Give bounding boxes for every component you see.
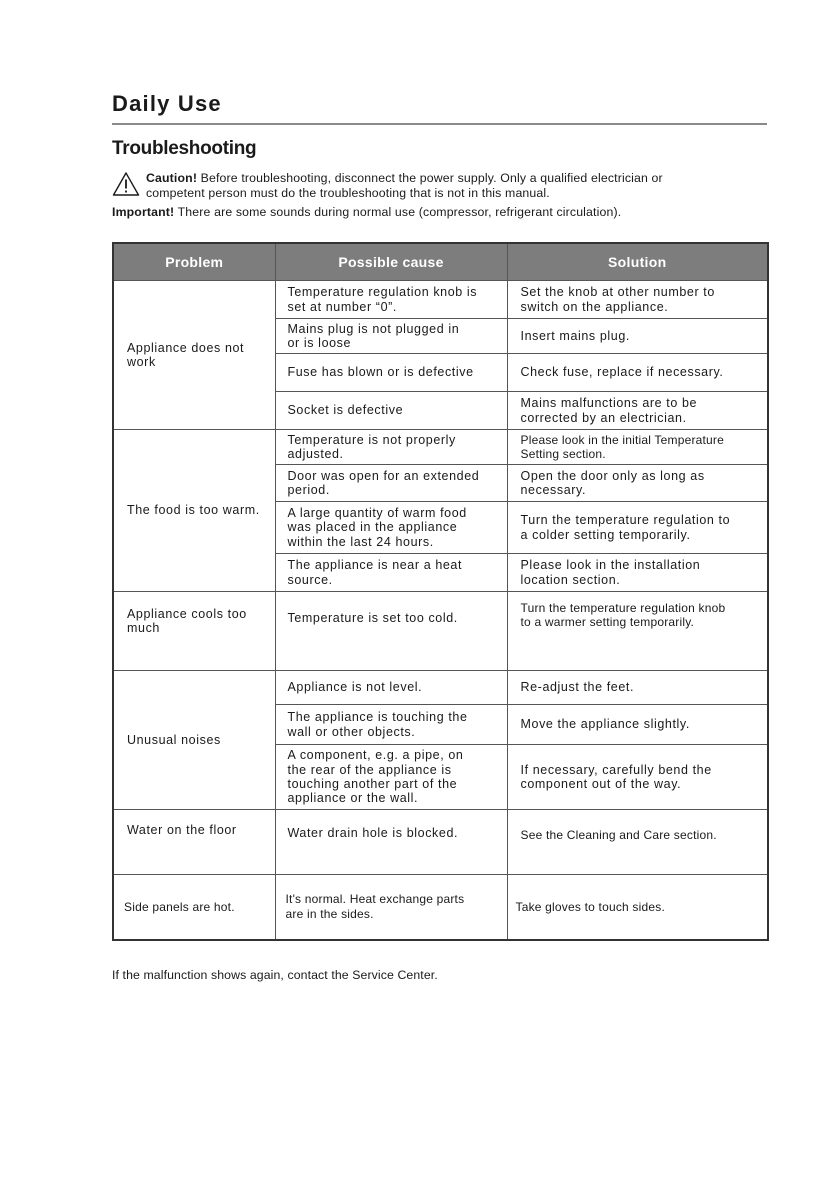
caution-note: [146, 171, 663, 200]
cause-cell: Temperature regulation knob is set at number “0”.: [275, 281, 507, 319]
cause-cell: Appliance is not level.: [275, 671, 507, 705]
cause-cell: Fuse has blown or is defective: [275, 354, 507, 392]
cause-cell: A large quantity of warm food was placed in the appliance within the last 24 hours.: [275, 502, 507, 554]
table-row: [113, 430, 768, 465]
cause-cell: Water drain hole is blocked.: [275, 810, 507, 875]
troubleshooting-table: [112, 242, 769, 941]
section-title: Troubleshooting: [112, 138, 257, 159]
header-possible-cause: Possible cause: [275, 243, 507, 281]
table-header-row: [113, 243, 768, 281]
important-label: Important!: [112, 205, 175, 219]
solution-cell: Please look in the installation location section.: [507, 554, 768, 592]
table-row: [113, 281, 768, 319]
solution-cell: Turn the temperature regulation to a colder setting temporarily.: [507, 502, 768, 554]
table-row: [113, 671, 768, 705]
solution-cell: Turn the temperature regulation knob to a warmer setting temporarily.: [507, 592, 768, 671]
caution-label: Caution!: [146, 171, 198, 185]
problem-cell: Water on the floor: [113, 810, 275, 875]
problem-cell: The food is too warm.: [113, 430, 275, 592]
table-row: [113, 592, 768, 671]
solution-cell: See the Cleaning and Care section.: [507, 810, 768, 875]
warning-icon: [112, 171, 140, 197]
caution-text-2: competent person must do the troubleshooting that is not in this manual.: [146, 185, 550, 200]
table-row: [113, 875, 768, 940]
solution-cell: If necessary, carefully bend the component out of the way.: [507, 745, 768, 810]
solution-cell: Take gloves to touch sides.: [507, 875, 768, 940]
header-problem: Problem: [113, 243, 275, 281]
solution-cell: Open the door only as long as necessary.: [507, 465, 768, 502]
solution-cell: Set the knob at other number to switch on the appliance.: [507, 281, 768, 319]
title-divider: [112, 123, 767, 125]
solution-cell: Insert mains plug.: [507, 319, 768, 354]
cause-cell: Mains plug is not plugged in or is loose: [275, 319, 507, 354]
solution-cell: Re-adjust the feet.: [507, 671, 768, 705]
footer-note: If the malfunction shows again, contact the Service Center.: [112, 968, 438, 982]
important-text: There are some sounds during normal use (compressor, refrigerant circulation).: [174, 205, 622, 219]
cause-cell: The appliance is touching the wall or other objects.: [275, 705, 507, 745]
solution-cell: Mains malfunctions are to be corrected by an electrician.: [507, 392, 768, 430]
solution-cell: Please look in the initial Temperature Setting section.: [507, 430, 768, 465]
table-row: [113, 810, 768, 875]
problem-cell: Side panels are hot.: [113, 875, 275, 940]
caution-text: Before troubleshooting, disconnect the power supply. Only a qualified electrician or: [197, 171, 663, 185]
cause-cell: The appliance is near a heat source.: [275, 554, 507, 592]
cause-cell: Temperature is set too cold.: [275, 592, 507, 671]
cause-cell: Door was open for an extended period.: [275, 465, 507, 502]
problem-cell: Appliance cools too much: [113, 592, 275, 671]
cause-cell: It's normal. Heat exchange parts are in the sides.: [275, 875, 507, 940]
solution-cell: Move the appliance slightly.: [507, 705, 768, 745]
cause-cell: A component, e.g. a pipe, on the rear of the appliance is touching another part of the appliance or the wall.: [275, 745, 507, 810]
problem-cell: Unusual noises: [113, 671, 275, 810]
cause-cell: Temperature is not properly adjusted.: [275, 430, 507, 465]
problem-cell: Appliance does not work: [113, 281, 275, 430]
solution-cell: Check fuse, replace if necessary.: [507, 354, 768, 392]
page-title: Daily Use: [112, 91, 222, 116]
cause-cell: Socket is defective: [275, 392, 507, 430]
important-note: [112, 205, 621, 219]
header-solution: Solution: [507, 243, 768, 281]
